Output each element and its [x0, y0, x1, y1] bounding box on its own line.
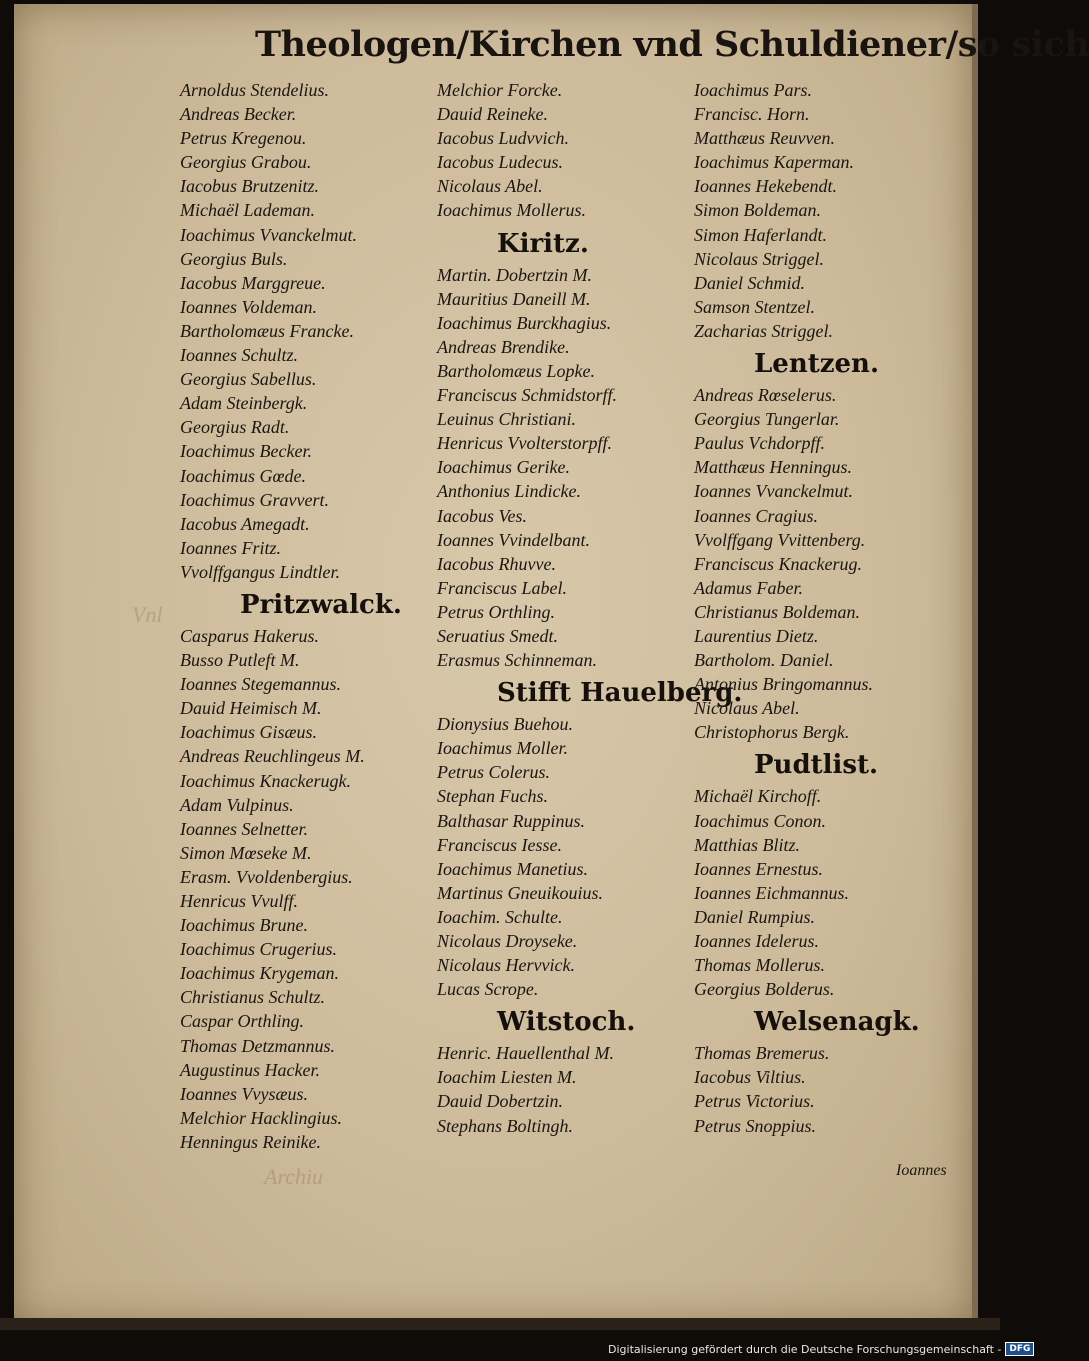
name-entry: Bartholom. Daniel. [694, 650, 834, 671]
name-entry: Iacobus Viltius. [694, 1067, 806, 1088]
name-entry: Martin. Dobertzin M. [437, 264, 592, 285]
name-entry: Nicolaus Striggel. [694, 248, 824, 269]
name-entry: Laurentius Dietz. [694, 625, 819, 646]
name-entry: Ioachimus Krygeman. [180, 963, 339, 984]
name-entry: Erasmus Schinneman. [437, 650, 597, 671]
name-entry: Stephans Boltingh. [437, 1115, 573, 1136]
name-entry: Ioannes Fritz. [180, 537, 281, 558]
name-entry: Henricus Vvolterstorpff. [437, 433, 612, 454]
name-entry: Ioachim Liesten M. [437, 1067, 577, 1088]
name-entry: Ioachimus Conon. [694, 810, 826, 831]
name-entry: Franciscus Schmidstorff. [437, 385, 617, 406]
name-entry: Matthias Blitz. [694, 834, 801, 855]
name-entry: Ioannes Schultz. [180, 345, 298, 366]
name-entry: Iacobus Amegadt. [180, 513, 310, 534]
name-entry: Seruatius Smedt. [437, 625, 558, 646]
name-entry: Nicolaus Abel. [437, 176, 543, 197]
name-entry: Dauid Dobertzin. [437, 1091, 563, 1112]
name-entry: Leuinus Christiani. [437, 409, 577, 430]
name-entry: Adamus Faber. [694, 577, 803, 598]
name-entry: Petrus Snoppius. [694, 1115, 817, 1136]
section-heading: Pritzwalck. [240, 589, 402, 620]
name-entry: Ioachimus Brune. [180, 915, 308, 936]
name-entry: Matthæus Henningus. [694, 457, 853, 478]
name-entry: Augustinus Hacker. [180, 1059, 320, 1080]
name-entry: Mauritius Daneill M. [437, 288, 591, 309]
scan-edge-shadow [0, 1318, 1000, 1330]
name-entry: Iacobus Ves. [437, 505, 527, 526]
name-entry: Georgius Bolderus. [694, 979, 835, 1000]
running-header: Theologen/Kirchen vnd Schuldiener/so sich [255, 24, 1089, 65]
name-entry: Caspar Orthling. [180, 1011, 305, 1032]
name-entry: Simon Boldeman. [694, 200, 821, 221]
name-entry: Christophorus Bergk. [694, 722, 850, 743]
name-entry: Martinus Gneuikouius. [437, 882, 603, 903]
name-entry: Henningus Reinike. [180, 1131, 321, 1152]
name-entry: Bartholomæus Francke. [180, 320, 354, 341]
name-entry: Ioachimus Gerike. [437, 457, 570, 478]
name-entry: Ioachimus Crugerius. [180, 939, 337, 960]
name-entry: Vvolffgang Vvittenberg. [694, 529, 866, 550]
name-entry: Daniel Rumpius. [694, 906, 815, 927]
name-entry: Petrus Kregenou. [180, 128, 307, 149]
name-entry: Erasm. Vvoldenbergius. [180, 866, 353, 887]
name-entry: Lucas Scrope. [437, 979, 539, 1000]
name-entry: Bartholomæus Lopke. [437, 360, 596, 381]
section-heading: Kiritz. [497, 228, 589, 259]
name-entry: Ioachimus Pars. [694, 80, 812, 100]
name-entry: Ioachimus Becker. [180, 441, 312, 462]
name-entry: Ioachimus Moller. [437, 738, 568, 759]
name-entry: Anthonius Lindicke. [437, 481, 581, 502]
section-heading: Lentzen. [754, 349, 879, 380]
name-entry: Georgius Grabou. [180, 152, 312, 173]
section-heading: Witstoch. [497, 1007, 636, 1038]
name-entry: Christianus Schultz. [180, 987, 326, 1008]
name-entry: Nicolaus Abel. [694, 698, 800, 719]
footer-credit-text: Digitalisierung gefördert durch die Deutsche Forschungsgemeinschaft - [608, 1342, 1002, 1356]
name-entry: Georgius Sabellus. [180, 369, 317, 390]
name-entry: Iacobus Rhuvve. [437, 553, 556, 574]
name-entry: Matthæus Reuvven. [694, 128, 835, 149]
name-entry: Iacobus Ludvvich. [437, 128, 569, 149]
name-entry: Daniel Schmid. [694, 272, 805, 293]
name-entry: Christianus Boldeman. [694, 601, 861, 622]
digitization-footer [608, 1340, 1034, 1358]
name-entry: Franciscus Knackerug. [694, 553, 862, 574]
name-entry: Ioannes Vvysæus. [180, 1083, 308, 1104]
catchword: Ioannes [896, 1162, 947, 1179]
name-entry: Zacharias Striggel. [694, 320, 834, 341]
name-entry: Ioachimus Gisæus. [180, 722, 318, 743]
name-entry: Antonius Bringomannus. [694, 674, 874, 695]
name-entry: Ioachimus Knackerugk. [180, 770, 351, 791]
name-entry: Melchior Forcke. [437, 80, 563, 100]
name-entry: Balthasar Ruppinus. [437, 810, 586, 831]
name-entry: Iacobus Ludecus. [437, 152, 563, 173]
name-entry: Ioannes Voldeman. [180, 296, 317, 317]
name-entry: Ioachimus Gravvert. [180, 489, 329, 510]
name-entry: Henric. Hauellenthal M. [437, 1043, 614, 1064]
name-entry: Nicolaus Droyseke. [437, 931, 578, 951]
name-entry: Ioannes Hekebendt. [694, 176, 837, 197]
name-entry: Ioachim. Schulte. [437, 906, 563, 927]
section-heading: Welsenagk. [754, 1007, 920, 1038]
dfg-logo-icon: DFG [1005, 1342, 1034, 1356]
name-entry: Adam Vulpinus. [180, 794, 294, 815]
name-column-left [180, 78, 430, 1154]
bleed-through-mark: Vnl [132, 602, 163, 627]
name-entry: Ioachimus Mollerus. [437, 200, 586, 221]
name-entry: Simon Haferlandt. [694, 224, 827, 245]
name-entry: Paulus Vchdorpff. [694, 433, 825, 454]
section-heading: Stifft Hauelberg. [497, 678, 743, 709]
name-entry: Samson Stentzel. [694, 296, 815, 317]
name-entry: Petrus Colerus. [437, 762, 551, 783]
name-entry: Franciscus Iesse. [437, 834, 562, 855]
name-entry: Iacobus Brutzenitz. [180, 176, 319, 197]
name-entry: Georgius Tungerlar. [694, 409, 840, 430]
name-entry: Vvolffgangus Lindtler. [180, 561, 341, 582]
name-entry: Arnoldus Stendelius. [180, 80, 329, 100]
name-entry: Andreas Becker. [180, 104, 297, 125]
name-entry: Ioannes Vvanckelmut. [694, 481, 853, 502]
name-entry: Petrus Victorius. [694, 1091, 815, 1112]
name-entry: Andreas Rœselerus. [694, 385, 837, 406]
section-heading: Pudtlist. [754, 750, 879, 781]
name-entry: Thomas Mollerus. [694, 955, 826, 976]
name-entry: Casparus Hakerus. [180, 625, 320, 646]
name-column-middle [437, 78, 743, 1138]
name-entry: Ioannes Cragius. [694, 505, 819, 526]
name-entry: Nicolaus Hervvick. [437, 955, 575, 976]
name-column-right [694, 78, 944, 1138]
name-entry: Simon Mœseke M. [180, 842, 312, 863]
name-entry: Georgius Buls. [180, 248, 288, 269]
name-entry: Andreas Reuchlingeus M. [180, 746, 365, 767]
name-entry: Adam Steinbergk. [180, 393, 308, 414]
name-entry: Henricus Vvulff. [180, 891, 298, 911]
name-entry: Ioachimus Kaperman. [694, 152, 854, 173]
name-entry: Ioachimus Gœde. [180, 465, 306, 486]
name-entry: Dauid Heimisch M. [180, 698, 322, 719]
name-entry: Thomas Detzmannus. [180, 1035, 336, 1056]
name-entry: Ioachimus Vvanckelmut. [180, 224, 357, 245]
name-entry: Dionysius Buehou. [437, 714, 573, 735]
name-entry: Ioachimus Manetius. [437, 858, 588, 879]
name-entry: Petrus Orthling. [437, 601, 556, 622]
name-entry: Francisc. Horn. [694, 104, 810, 125]
name-entry: Ioannes Vvindelbant. [437, 529, 590, 550]
name-entry: Michaël Lademan. [180, 200, 315, 221]
name-entry: Ioannes Ernestus. [694, 858, 823, 879]
name-entry: Thomas Bremerus. [694, 1043, 830, 1064]
name-entry: Ioannes Stegemannus. [180, 674, 341, 695]
name-entry: Stephan Fuchs. [437, 786, 548, 807]
name-entry: Iacobus Marggreue. [180, 272, 326, 293]
name-entry: Busso Putleft M. [180, 650, 300, 671]
name-entry: Melchior Hacklingius. [180, 1107, 342, 1128]
name-entry: Michaël Kirchoff. [694, 786, 822, 807]
name-entry: Andreas Brendike. [437, 336, 570, 357]
name-entry: Ioannes Idelerus. [694, 931, 819, 951]
name-entry: Ioannes Selnetter. [180, 818, 308, 839]
name-entry: Ioachimus Burckhagius. [437, 312, 612, 333]
name-entry: Dauid Reineke. [437, 104, 548, 125]
name-entry: Franciscus Label. [437, 577, 567, 598]
bleed-through-mark: Archiu [264, 1164, 324, 1189]
name-entry: Georgius Radt. [180, 417, 290, 438]
name-entry: Ioannes Eichmannus. [694, 882, 849, 903]
